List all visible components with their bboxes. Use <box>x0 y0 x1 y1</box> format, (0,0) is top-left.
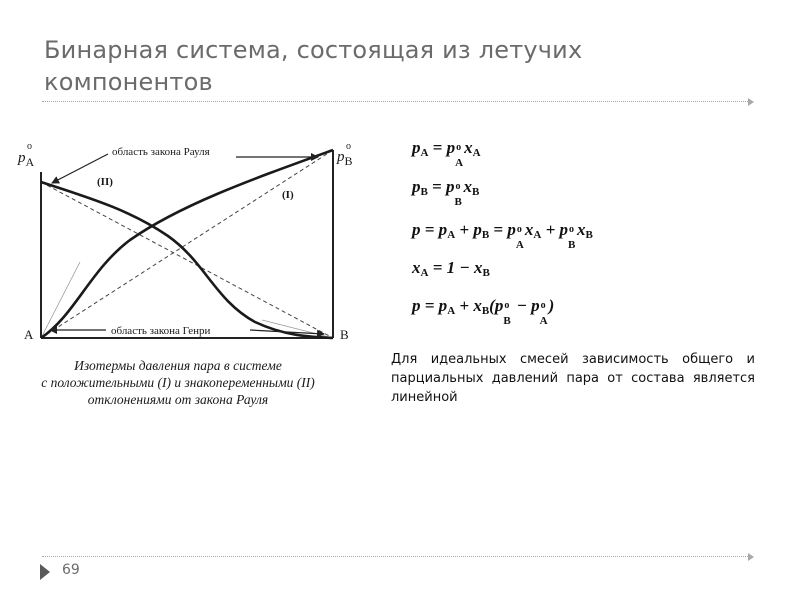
label-point-A: A <box>24 327 34 342</box>
label-pA: $p_A$ <box>18 150 35 169</box>
formula-linear-pressure: $p = p_A + x_B(p$ o B − p o A ) <box>412 296 555 327</box>
label-pB: $p_B$ <box>337 149 353 168</box>
formula-pB: $p_B = p$ o B $x_B$ <box>412 177 480 208</box>
formula-pA: $p_A = p$ o A $x_A$ <box>412 138 481 169</box>
label-raoult-region: область закона Рауля <box>112 146 210 158</box>
diagram-caption-line3: отклонениями от закона Рауля <box>87 392 269 407</box>
page-number: 69 <box>62 562 80 578</box>
footer-divider <box>42 556 748 557</box>
footer-triangle-icon <box>40 564 50 580</box>
label-pA-zero: o <box>27 141 32 152</box>
formula-total-pressure: $p = p_A + p_B = p$ o A $x_A + p$ o B $x_B$ <box>412 220 593 251</box>
formula-xA: $x_A = 1 - x_B$ <box>412 258 490 279</box>
label-pB-zero: o <box>346 141 351 152</box>
slide-title: Бинарная система, состоящая из летучих компонентов <box>44 36 583 96</box>
label-point-B: B <box>340 327 349 342</box>
label-henry-region: область закона Генри <box>111 325 211 337</box>
label-curve-I: (I) <box>282 189 294 201</box>
footer-divider-arrow <box>748 553 754 561</box>
henry-tangent-A <box>41 262 80 338</box>
ideal-line-pA <box>41 182 333 338</box>
diagram-caption-line1: Изотермы давления пара в системе <box>74 358 282 373</box>
ideal-line-pB <box>41 150 333 338</box>
ideal-mixture-note: Для идеальных смесей зависимость общего и парциальных давлений пара от состава является линейной <box>391 352 755 405</box>
label-curve-II: (II) <box>97 176 113 188</box>
diagram-caption-line2: с положительными (I) и знакопеременными (II) <box>41 375 315 390</box>
